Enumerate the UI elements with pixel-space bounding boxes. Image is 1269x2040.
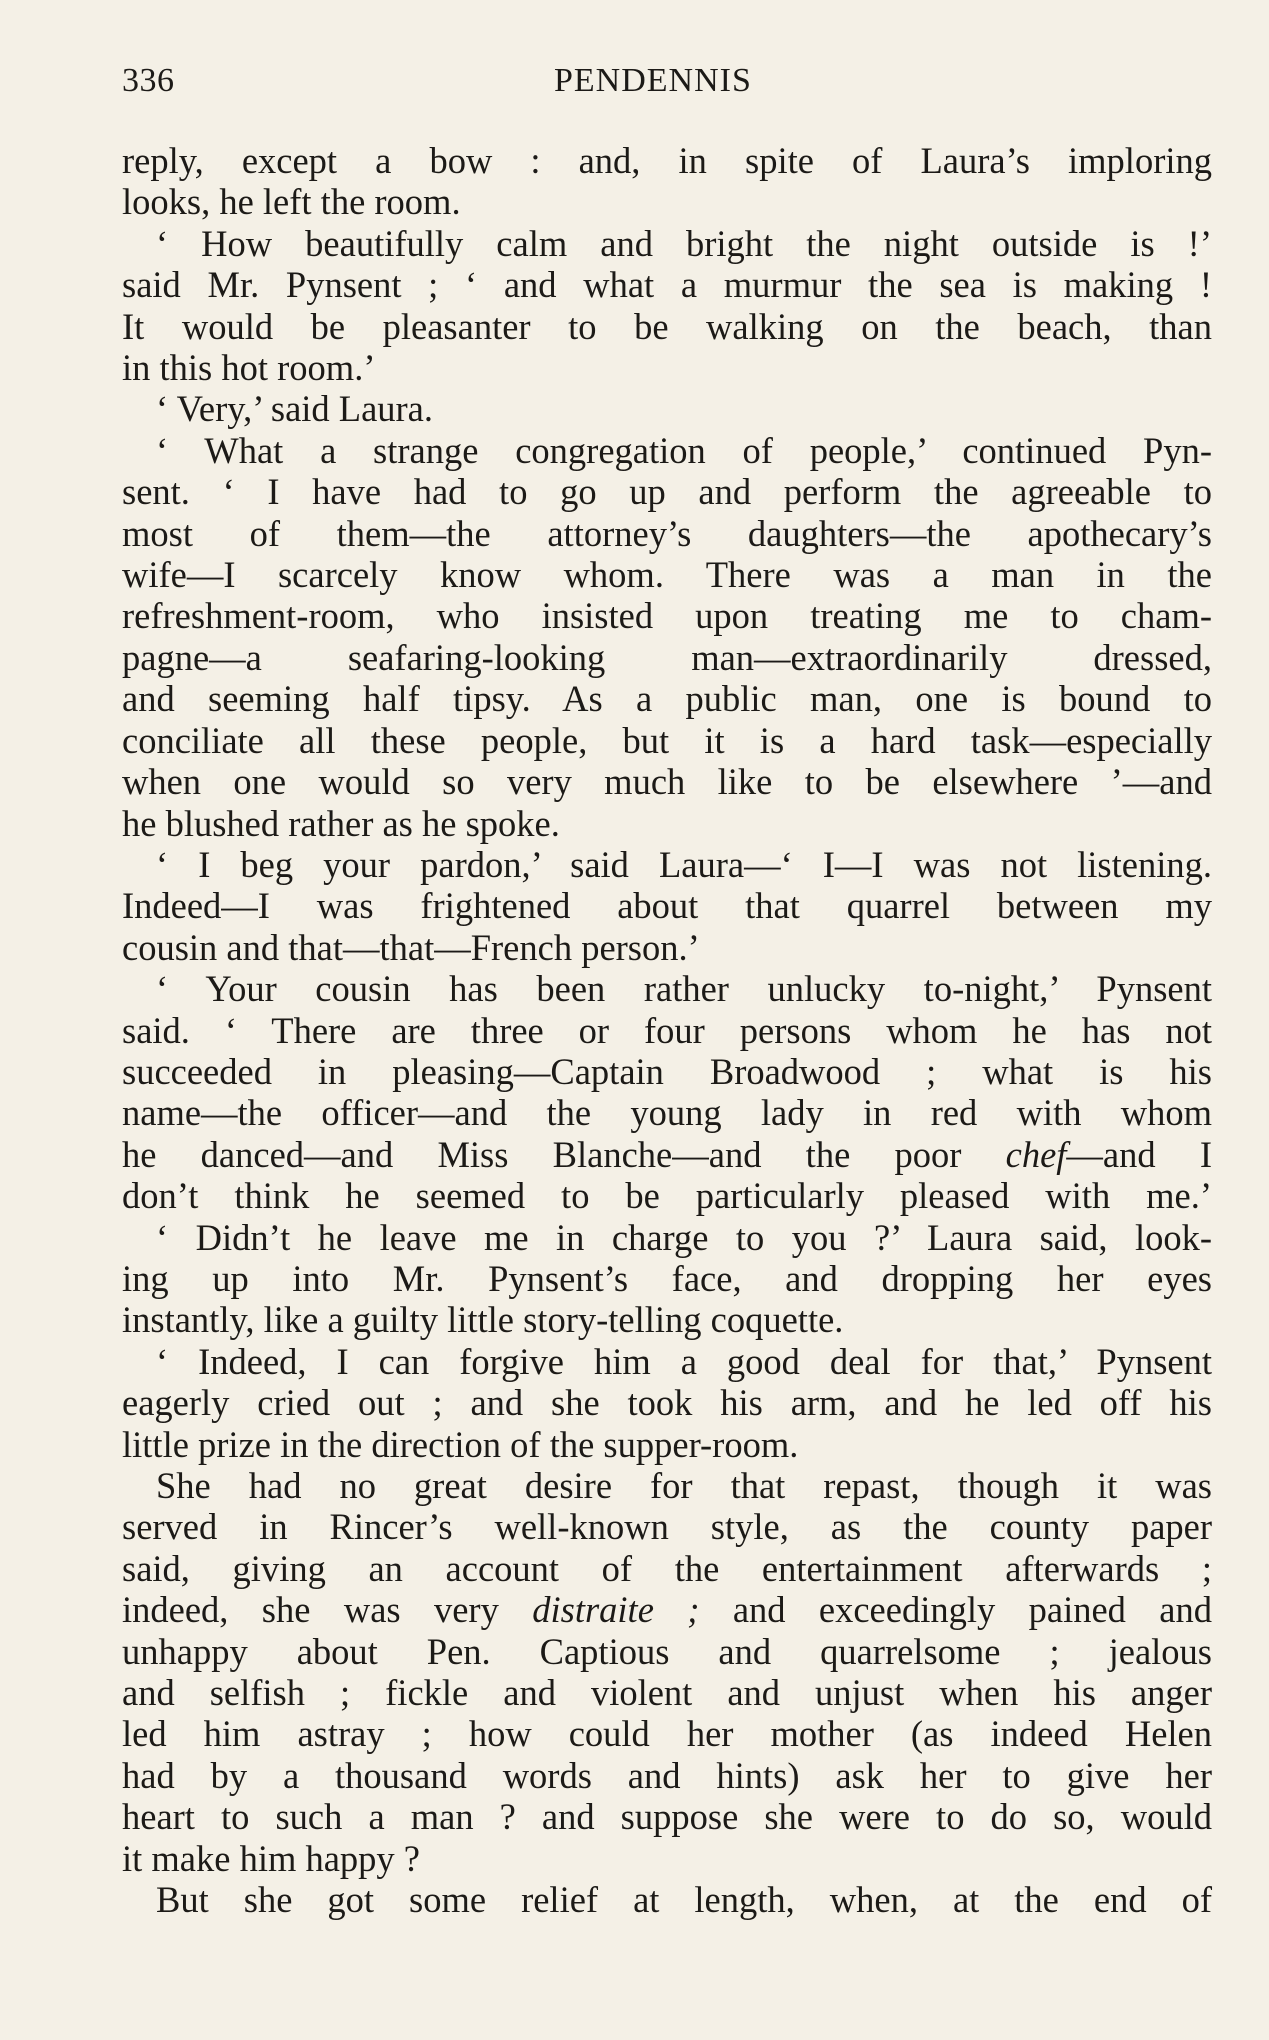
text-line [122,1217,1212,1258]
text-line [122,761,1212,802]
text-run: it make him happy ? [122,1837,421,1879]
text-run: and seeming half tipsy. As a public man, one is bound to [122,678,1212,720]
text-run: She had no great desire for that repast, though it was [156,1465,1212,1506]
text-line [122,1134,1212,1175]
text-line [122,720,1212,761]
text-line [122,430,1212,471]
text-line [122,1755,1212,1796]
text-line [122,471,1212,512]
text-run: and exceedingly pained and [699,1589,1212,1631]
text-line [122,1548,1212,1589]
text-run: cousin and that—that—French person.’ [122,926,700,968]
text-run: It would be pleasanter to be walking on the beach, than [122,305,1212,347]
text-run: eagerly cried out ; and she took his arm, and he led off his [122,1382,1212,1424]
text-run: led him astray ; how could her mother (as indeed Helen [122,1713,1212,1755]
text-line [122,1672,1212,1713]
text-run: ‘ Your cousin has been rather unlucky to-night,’ Pynsent [156,968,1212,1010]
text-run: most of them—the attorney’s daughters—the apothecary’s [122,512,1212,554]
text-run: reply, except a bow : and, in spite of Laura’s imploring [122,140,1212,181]
text-run: and selfish ; fickle and violent and unjust when his anger [122,1672,1212,1714]
text-line [122,513,1212,554]
text-run: ‘ What a strange congregation of people,’ continued Pyn- [156,429,1212,471]
text-run: said Mr. Pynsent ; ‘ and what a murmur the sea is making ! [122,264,1212,306]
text-body [122,140,1212,1920]
text-line [122,1631,1212,1672]
text-line [122,554,1212,595]
page-number: 336 [122,62,175,99]
text-line [122,347,1212,388]
text-line [122,1382,1212,1423]
text-run: ‘ How beautifully calm and bright the night outside is !’ [156,222,1212,264]
text-run: had by a thousand words and hints) ask her to give her [122,1754,1212,1796]
text-run: wife—I scarcely know whom. There was a man in the [122,554,1212,596]
text-run: name—the officer—and the young lady in red with whom [122,1092,1212,1134]
text-run: in this hot room.’ [122,347,376,389]
text-line [122,306,1212,347]
italic-text: chef [1005,1133,1067,1175]
text-line [122,1589,1212,1630]
text-line [122,1010,1212,1051]
italic-text: distraite ; [532,1589,700,1631]
text-run: succeeded in pleasing—Captain Broadwood ; what is his [122,1050,1212,1092]
text-line [122,1713,1212,1754]
text-line [122,1299,1212,1340]
text-run: don’t think he seemed to be particularly pleased with me.’ [122,1175,1212,1217]
text-run: said, giving an account of the entertainment afterwards ; [122,1547,1212,1589]
text-line [122,803,1212,844]
text-line [122,968,1212,1009]
text-line [122,1258,1212,1299]
text-run: looks, he left the room. [122,181,461,223]
text-line [122,1465,1212,1506]
text-line [122,1506,1212,1547]
text-line [122,264,1212,305]
text-line [122,223,1212,264]
text-run: refreshment-room, who insisted upon treating me to cham- [122,595,1212,637]
text-run: —and I [1066,1133,1212,1175]
text-run: ‘ I beg your pardon,’ said Laura—‘ I—I was not listening. [156,843,1212,885]
text-line [122,1879,1212,1920]
text-run: sent. ‘ I have had to go up and perform the agreeable to [122,471,1212,513]
text-run: served in Rincer’s well-known style, as the county paper [122,1506,1212,1548]
text-line [122,181,1212,222]
text-line [122,637,1212,678]
text-run: instantly, like a guilty little story-telling coquette. [122,1299,844,1341]
text-line [122,595,1212,636]
text-run: heart to such a man ? and suppose she were to do so, would [122,1796,1212,1838]
text-run: ing up into Mr. Pynsent’s face, and dropping her eyes [122,1257,1212,1299]
text-line [122,1175,1212,1216]
text-run: But she got some relief at length, when, at the end of [156,1879,1212,1921]
text-run: unhappy about Pen. Captious and quarrelsome ; jealous [122,1630,1212,1672]
text-run: said. ‘ There are three or four persons whom he has not [122,1009,1212,1051]
text-line [122,1092,1212,1133]
text-run: ‘ Very,’ said Laura. [156,388,434,430]
text-line [122,927,1212,968]
text-line [122,1341,1212,1382]
text-line [122,844,1212,885]
text-run: ‘ Didn’t he leave me in charge to you ?’ Laura said, look- [156,1216,1212,1258]
running-title: PENDENNIS [554,62,752,99]
text-line [122,388,1212,429]
text-run: indeed, she was very [122,1589,533,1631]
text-run: ‘ Indeed, I can forgive him a good deal for that,’ Pynsent [156,1340,1212,1382]
text-line [122,1424,1212,1465]
text-run: conciliate all these people, but it is a hard task—especially [122,719,1212,761]
text-line [122,1051,1212,1092]
text-run: when one would so very much like to be elsewhere ’—and [122,761,1212,803]
page-header [122,62,1209,106]
text-line [122,1796,1212,1837]
text-line [122,140,1212,181]
text-run: little prize in the direction of the supper-room. [122,1423,799,1465]
text-line [122,885,1212,926]
text-run: Indeed—I was frightened about that quarrel between my [122,885,1212,927]
text-line [122,678,1212,719]
text-line [122,1838,1212,1879]
text-run: pagne—a seafaring-looking man—extraordinarily dressed, [122,636,1212,678]
text-run: he blushed rather as he spoke. [122,802,560,844]
text-run: he danced—and Miss Blanche—and the poor [122,1133,1006,1175]
